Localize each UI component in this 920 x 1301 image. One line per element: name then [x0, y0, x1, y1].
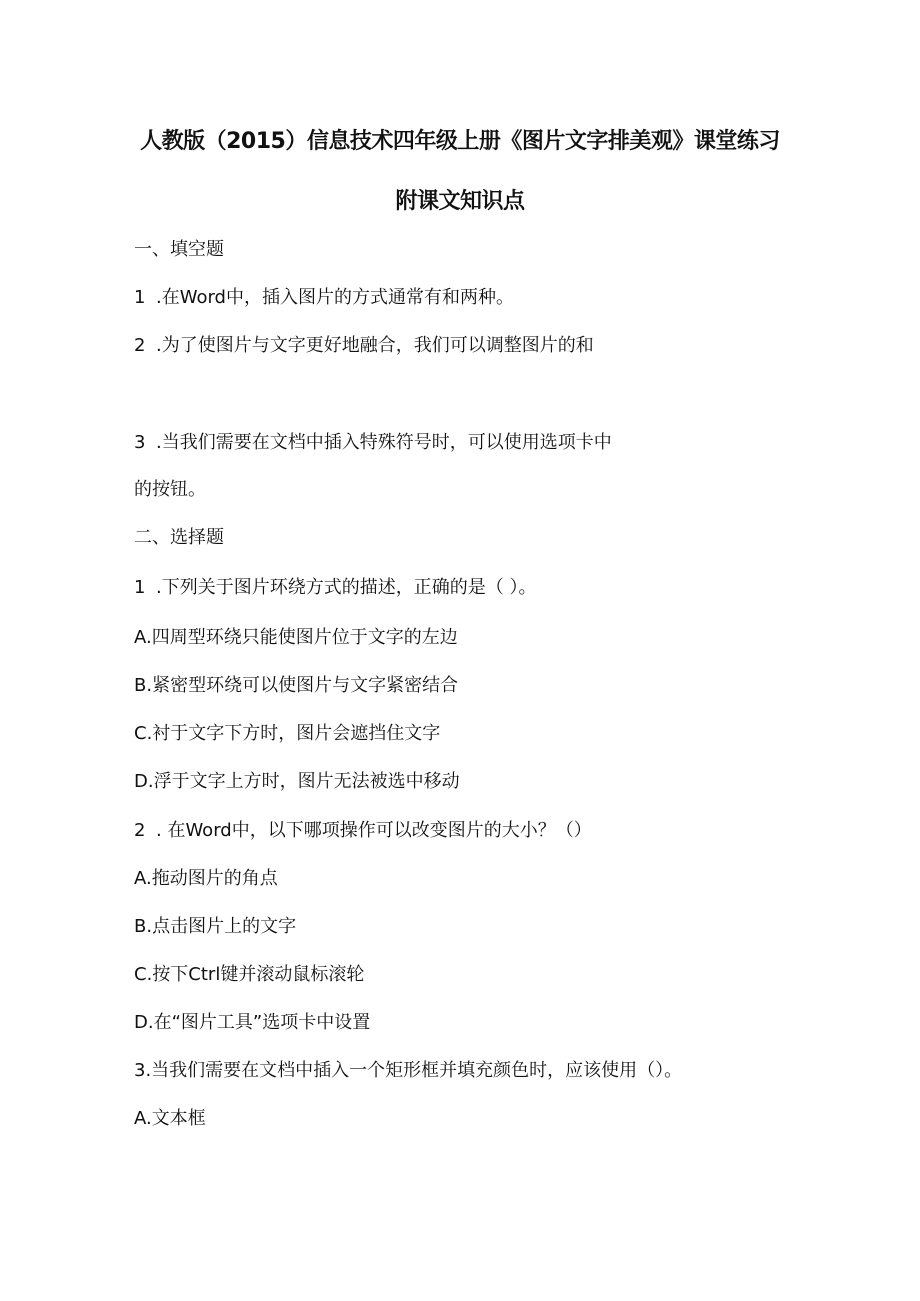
choice-option: A.四周型环绕只能使图片位于文字的左边 — [134, 627, 458, 648]
question-text: .在Word中，插入图片的方式通常有和两种。 — [156, 287, 514, 308]
question-text: .下列关于图片环绕方式的描述，正确的是（ ）。 — [156, 577, 537, 598]
choice-question-3: 3.当我们需要在文档中插入一个矩形框并填充颜色时，应该使用（）。 — [134, 1060, 683, 1081]
question-number: 1 — [134, 577, 146, 598]
choice-option: A.文本框 — [134, 1108, 206, 1129]
fill-blank-question-3-continued: 的按钮。 — [134, 479, 206, 500]
choice-option: C.衬于文字下方时，图片会遮挡住文字 — [134, 723, 441, 744]
fill-blank-question-1 — [134, 285, 514, 311]
section-heading-choice: 二、选择题 — [134, 527, 224, 548]
choice-option: B.紧密型环绕可以使图片与文字紧密结合 — [134, 675, 459, 696]
fill-blank-question-2 — [134, 333, 594, 359]
choice-option: B.点击图片上的文字 — [134, 916, 297, 937]
choice-question-2 — [134, 818, 592, 844]
question-number: 3 — [134, 432, 146, 453]
section-heading-fill-blank: 一、填空题 — [134, 239, 224, 260]
question-text: . 在Word中，以下哪项操作可以改变图片的大小？（） — [156, 820, 592, 841]
question-number: 2 — [134, 335, 146, 356]
question-text: .为了使图片与文字更好地融合，我们可以调整图片的和 — [156, 335, 594, 356]
question-number: 1 — [134, 287, 146, 308]
choice-question-1 — [134, 575, 536, 601]
question-text: .当我们需要在文档中插入特殊符号时，可以使用选项卡中 — [156, 432, 612, 453]
document-subtitle: 附课文知识点 — [395, 189, 525, 214]
choice-option: D.在“图片工具”选项卡中设置 — [134, 1012, 371, 1033]
question-number: 2 — [134, 820, 146, 841]
choice-option: D.浮于文字上方时，图片无法被选中移动 — [134, 771, 460, 792]
choice-option: C.按下Ctrl键并滚动鼠标滚轮 — [134, 964, 365, 985]
fill-blank-question-3 — [134, 430, 612, 456]
choice-option: A.拖动图片的角点 — [134, 868, 278, 889]
document-title: 人教版（2015）信息技术四年级上册《图片文字排美观》课堂练习 — [140, 129, 780, 154]
